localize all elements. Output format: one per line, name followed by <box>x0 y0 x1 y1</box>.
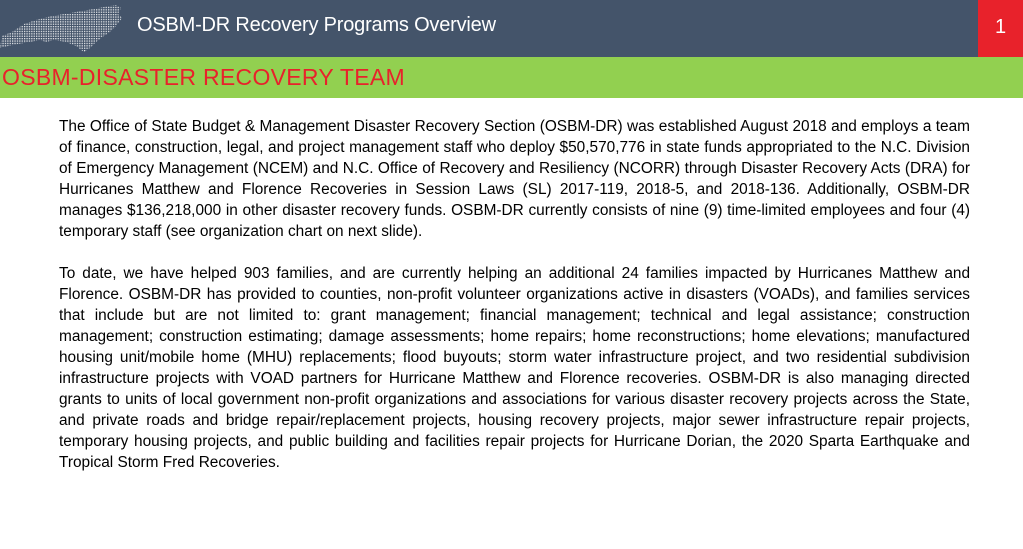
paragraph-overview: The Office of State Budget & Management Disaster Recovery Section (OSBM-DR) was established August 2018 and employs a team of finance, construction, legal, and project management staff who deploy $50,570,776 in state funds appropriated to the N.C. Division of Emergency Management (NCEM) and N.C. Office of Recovery and Resiliency (NCORR) through Disaster Recovery Acts (DRA) for Hurricanes Matthew and Florence Recoveries in Session Laws (SL) 2017-119, 2018-5, and 2018-136. Additionally, OSBM-DR manages $136,218,000 in other disaster recovery funds. OSBM-DR currently consists of nine (9) time-limited employees and four (4) temporary staff (see organization chart on next slide). <box>59 118 970 240</box>
north-carolina-map-icon <box>0 2 124 54</box>
section-bar <box>0 57 1023 98</box>
page-number-box <box>978 0 1023 57</box>
body-text <box>59 116 970 494</box>
page-number: 1 <box>994 16 1007 38</box>
paragraph-services: To date, we have helped 903 families, and are currently helping an additional 24 families impacted by Hurricanes Matthew and Florence. OSBM-DR has provided to counties, non-profit volunteer organizations active in disasters (VOADs), and families services that include but are not limited to: grant management; financial management; technical and legal assistance; construction management; construction estimating; damage assessments; home repairs; home reconstructions; home elevations; manufactured housing unit/mobile home (MHU) replacements; flood buyouts; storm water infrastructure project, and two residential subdivision infrastructure projects with VOAD partners for Hurricane Matthew and Florence recoveries. OSBM-DR is also managing directed grants to units of local government non-profit organizations and associations for various disaster recovery projects across the State, and private roads and bridge repair/replacement projects, housing recovery projects, major sewer infrastructure repair projects, temporary housing projects, and public building and facilities repair projects for Hurricane Dorian, the 2020 Sparta Earthquake and Tropical Storm Fred Recoveries. <box>59 265 970 471</box>
header-bar <box>0 0 1023 57</box>
slide-title: OSBM-DR Recovery Programs Overview <box>137 14 496 36</box>
section-title: OSBM-DISASTER RECOVERY TEAM <box>2 64 406 90</box>
